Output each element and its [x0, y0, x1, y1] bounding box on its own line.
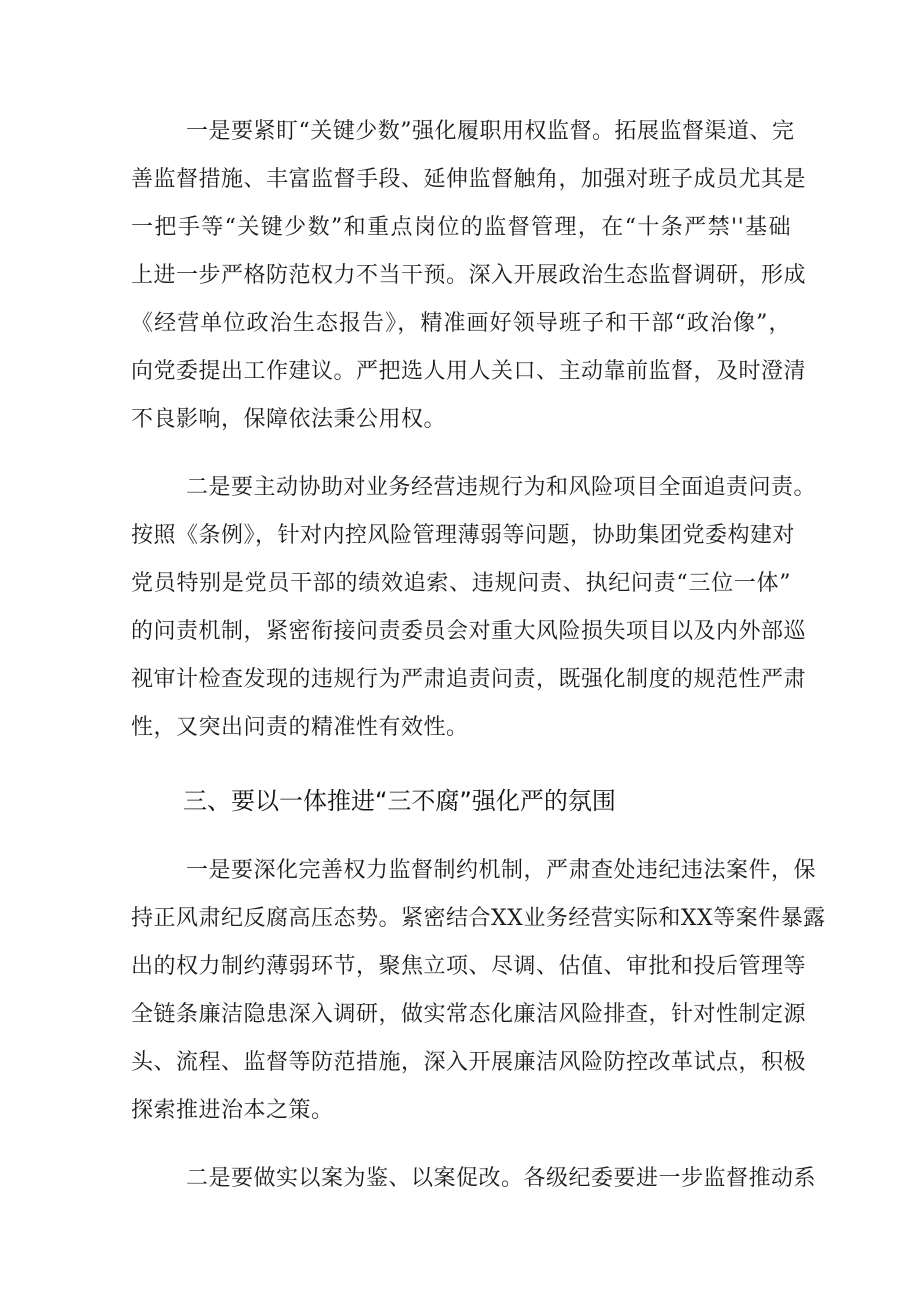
paragraph-line: 党员特别是党员干部的绩效追索、违规问责、执纪问责“三位一体” — [131, 571, 791, 596]
paragraph-line: 出的权力制约薄弱环节，聚焦立项、尽调、估值、审批和投后管理等 — [131, 954, 807, 979]
paragraph-line: 视审计检查发现的违规行为严肃追责问责，既强化制度的规范性严肃 — [131, 667, 807, 692]
paragraph-line: 上进一步严格防范权力不当干预。深入开展政治生态监督调研，形成 — [131, 263, 807, 288]
paragraph-line: 探索推进治本之策。 — [131, 1098, 334, 1123]
paragraph-line: 善监督措施、丰富监督手段、延伸监督触角，加强对班子成员尤其是 — [131, 167, 807, 192]
paragraph-line: 向党委提出工作建议。严把选人用人关口、主动靠前监督，及时澄清 — [131, 359, 807, 384]
paragraph-line: 一是要深化完善权力监督制约机制，严肃查处违纪违法案件，保 — [186, 858, 817, 883]
paragraph-line: 的问责机制，紧密衔接问责委员会对重大风险损失项目以及内外部巡 — [131, 619, 807, 644]
section-heading: 三、要以一体推进“三不腐”强化严的氛围 — [183, 787, 616, 815]
paragraph-line: 全链条廉洁隐患深入调研，做实常态化廉洁风险排查，针对性制定源 — [131, 1002, 807, 1027]
paragraph-line: 二是要主动协助对业务经营违规行为和风险项目全面追责问责。 — [186, 475, 817, 500]
paragraph-line: 《经营单位政治生态报告》，精准画好领导班子和干部“政治像”， — [131, 311, 791, 336]
paragraph-line: 按照《条例》，针对内控风险管理薄弱等问题，协助集团党委构建对 — [131, 523, 796, 548]
paragraph-line: 一是要紧盯“关键少数”强化履职用权监督。拓展监督渠道、完 — [186, 119, 795, 144]
paragraph-line: 性，又突出问责的精准性有效性。 — [131, 715, 469, 740]
paragraph-line: 一把手等“关键少数”和重点岗位的监督管理，在“十条严禁''基础 — [131, 215, 791, 240]
paragraph-line: 头、流程、监督等防范措施，深入开展廉洁风险防控改革试点，积极 — [131, 1050, 807, 1075]
paragraph-line: 持正风肃纪反腐高压态势。紧密结合XX业务经营实际和XX等案件暴露 — [131, 906, 826, 931]
paragraph-line: 不良影响，保障依法秉公用权。 — [131, 407, 447, 432]
paragraph-line: 二是要做实以案为鉴、以案促改。各级纪委要进一步监督推动系 — [186, 1166, 817, 1191]
